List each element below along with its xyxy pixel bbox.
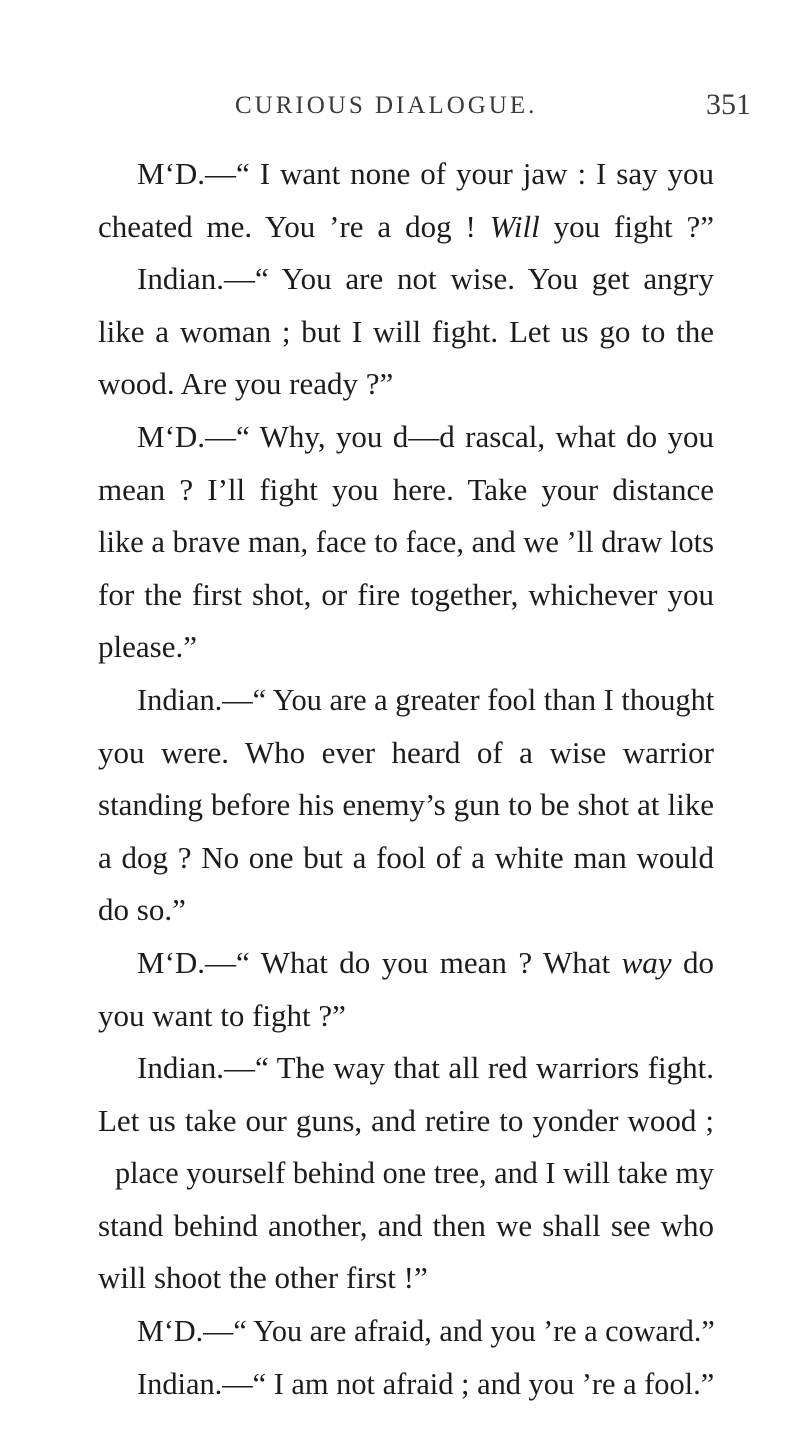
text-line: please.” — [98, 629, 197, 665]
text-line: Let us take our guns, and retire to yonder wood ; — [98, 1102, 714, 1138]
emphasis: Will — [489, 208, 540, 244]
text-line: M‘D.—“ Why, you d—d rascal, what do you — [137, 418, 714, 454]
text-line: will shoot the other first !” — [98, 1260, 428, 1296]
text-line: a dog ? No one but a fool of a white man would — [98, 839, 714, 875]
running-title: CURIOUS DIALOGUE. — [235, 92, 538, 119]
text-line: cheated me. You ’re a dog ! Will you fight ?” — [98, 208, 714, 244]
text-line: M‘D.—“ I want none of your jaw : I say you — [137, 156, 714, 191]
text-line: place yourself behind one tree, and I will take my — [115, 1156, 714, 1191]
text-line: Indian.—“ The way that all red warriors fight. — [137, 1050, 714, 1086]
text-line: you want to fight ?” — [98, 997, 346, 1033]
text-line: M‘D.—“ You are afraid, and you ’re a coward.” — [137, 1314, 715, 1349]
text-line: wood. Are you ready ?” — [98, 366, 394, 402]
text-line: M‘D.—“ What do you mean ? What way do — [137, 944, 714, 980]
text-line: you were. Who ever heard of a wise warrior — [98, 734, 714, 770]
text-line: standing before his enemy’s gun to be shot at like — [98, 787, 714, 823]
text-line: for the first shot, or fire together, whichever you — [98, 576, 714, 612]
text-line: Indian.—“ You are a greater fool than I thought — [137, 682, 715, 717]
page-number: 351 — [706, 88, 751, 121]
text-line: like a brave man, face to face, and we ’ll draw lots — [98, 525, 714, 560]
emphasis: way — [621, 944, 672, 980]
text-line: mean ? I’ll fight you here. Take your distance — [98, 471, 714, 507]
text-line: like a woman ; but I will fight. Let us go to the — [98, 313, 714, 349]
dialogue-text — [98, 148, 714, 1410]
text-line: stand behind another, and then we shall see who — [98, 1207, 714, 1243]
text-line: do so.” — [98, 892, 186, 928]
text-line: Indian.—“ You are not wise. You get angry — [137, 261, 714, 297]
running-head — [0, 88, 800, 128]
text-line: Indian.—“ I am not afraid ; and you ’re a fool.” — [137, 1366, 715, 1401]
